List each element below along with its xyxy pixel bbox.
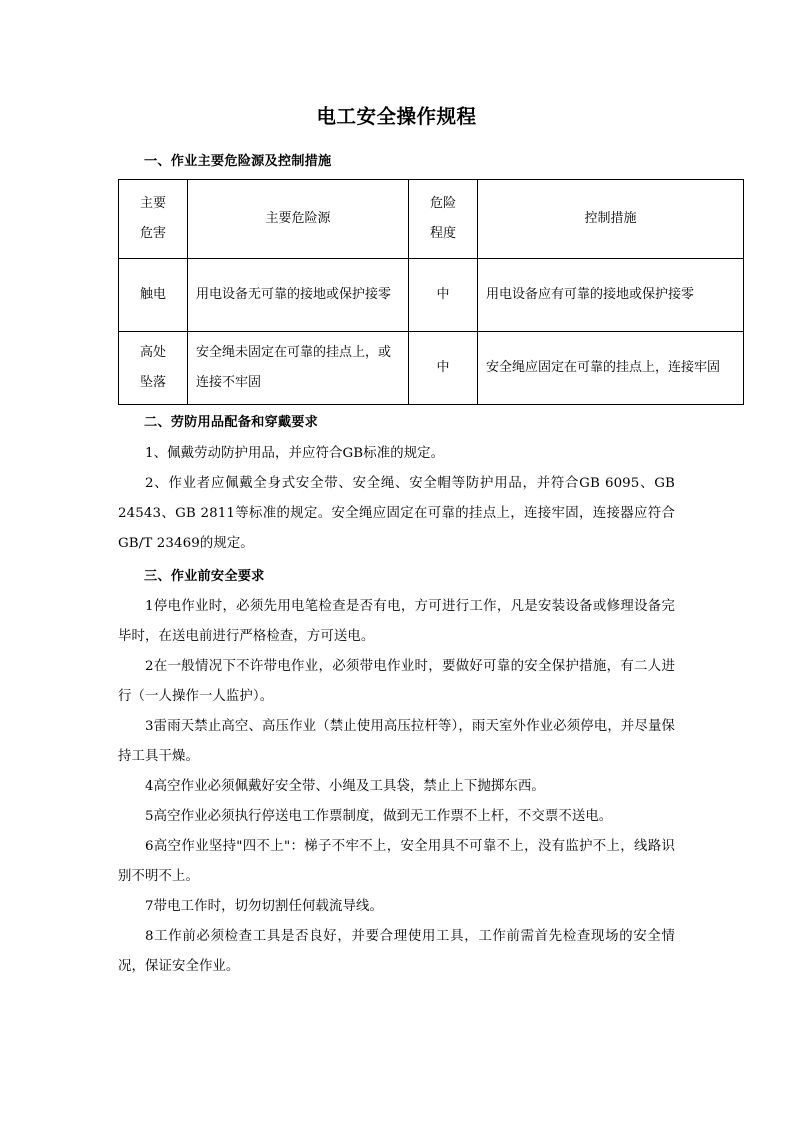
- ppe-requirement-item: 1、佩戴劳动防护用品，并应符合GB标准的规定。: [145, 446, 445, 462]
- cell-hazard-source: 安全绳未固定在可靠的挂点上，或连接不牢固: [188, 332, 409, 405]
- table-header-row: [119, 180, 744, 259]
- cell-main-harm-line2: 坠落: [139, 375, 166, 391]
- section-heading-ppe: 二、劳防用品配备和穿戴要求: [144, 415, 319, 431]
- cell-main-harm-line1: 触电: [139, 287, 166, 303]
- column-header-risk-level: [409, 180, 478, 259]
- pre-work-requirement-item: 5高空作业必须执行停送电工作票制度，做到无工作票不上杆，不交票不送电。: [145, 808, 613, 824]
- cell-main-harm: [119, 332, 188, 405]
- column-header-main-harm: [119, 180, 188, 259]
- cell-main-harm: [119, 259, 188, 332]
- ppe-requirement-item: 2、作业者应佩戴全身式安全带、安全绳、安全帽等防护用品，并符合GB 6095、GB 24543、GB 2811等标准的规定。安全绳应固定在可靠的挂点上，连接牢固，连接器应符合GB/T 23469的规定。: [118, 476, 675, 552]
- column-header-control-measure: 控制措施: [478, 180, 744, 259]
- pre-work-requirement-item: 7带电工作时，切勿切割任何载流导线。: [145, 898, 383, 914]
- cell-control-measure: 用电设备应有可靠的接地或保护接零: [478, 259, 744, 332]
- pre-work-requirement-item: 1停电作业时，必须先用电笔检查是否有电，方可进行工作，凡是安装设备或修理设备完毕时，在送电前进行严格检查，方可送电。: [118, 598, 675, 644]
- table-header: [119, 180, 744, 259]
- table-row: [119, 332, 744, 405]
- cell-main-harm-line1: 高处: [139, 345, 166, 361]
- column-header-main-harm-line2: 危害: [139, 226, 166, 242]
- hazard-control-table: [118, 179, 744, 405]
- column-header-risk-level-line1: 危险: [429, 196, 456, 212]
- pre-work-requirement-item: 4高空作业必须佩戴好安全带、小绳及工具袋，禁止上下抛掷东西。: [145, 778, 545, 794]
- cell-control-measure: 安全绳应固定在可靠的挂点上，连接牢固: [478, 332, 744, 405]
- column-header-hazard-source: 主要危险源: [188, 180, 409, 259]
- cell-hazard-source: 用电设备无可靠的接地或保护接零: [188, 259, 409, 332]
- pre-work-requirement-item: 6高空作业坚持"四不上"：梯子不牢不上，安全用具不可靠不上，没有监护不上，线路识别不明不上。: [118, 838, 675, 884]
- cell-risk-level: 中: [409, 332, 478, 405]
- section-heading-hazards: 一、作业主要危险源及控制措施: [144, 154, 332, 170]
- cell-risk-level: 中: [409, 259, 478, 332]
- pre-work-requirement-item: 2在一般情况下不许带电作业，必须带电作业时，要做好可靠的安全保护措施，有二人进行（一人操作一人监护）。: [118, 658, 675, 704]
- section-heading-pre-work: 三、作业前安全要求: [144, 569, 265, 585]
- page-title: 电工安全操作规程: [316, 105, 477, 128]
- pre-work-requirement-item: 3雷雨天禁止高空、高压作业（禁止使用高压拉杆等），雨天室外作业必须停电，并尽量保持工具干燥。: [118, 718, 675, 764]
- column-header-main-harm-line1: 主要: [139, 196, 166, 212]
- table-row: [119, 259, 744, 332]
- pre-work-requirement-item: 8工作前必须检查工具是否良好，并要合理使用工具，工作前需首先检查现场的安全情况，保证安全作业。: [118, 928, 675, 974]
- table-body: [119, 259, 744, 405]
- column-header-risk-level-line2: 程度: [429, 226, 456, 242]
